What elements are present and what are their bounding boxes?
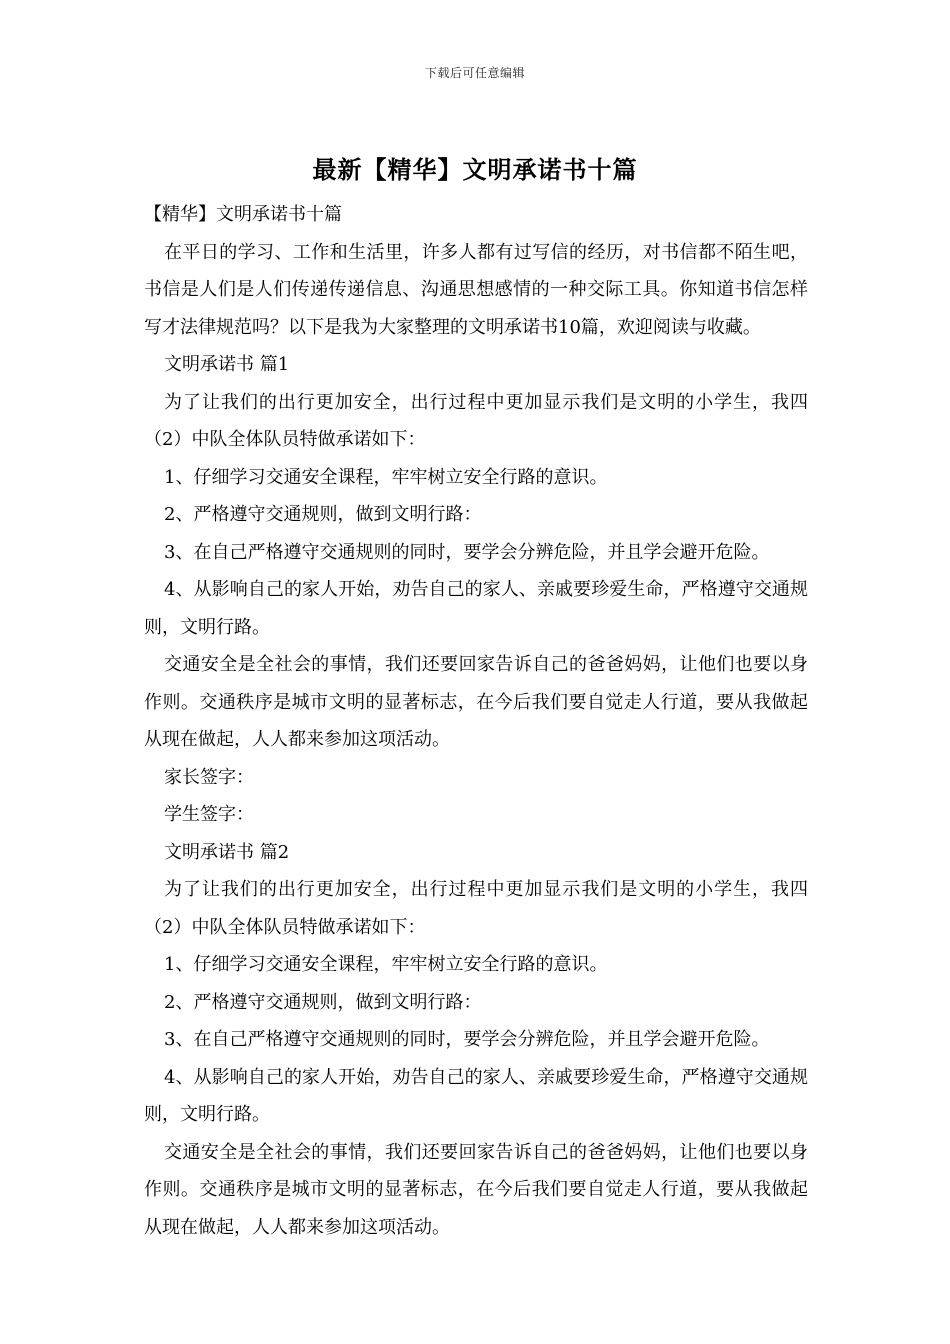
pledge-intro-1: 为了让我们的出行更加安全，出行过程中更加显示我们是文明的小学生，我四（2）中队全体队员特做承诺如下： [144,391,808,450]
pledge-item-2-4: 4、从影响自己的家人开始，劝告自己的家人、亲戚要珍爱生命，严格遵守交通规则，文明行路。 [144,1066,808,1125]
pledge-item-2-2: 2、严格遵守交通规则，做到文明行路： [164,991,482,1013]
pledge-item-1-1: 1、仔细学习交通安全课程，牢牢树立安全行路的意识。 [164,466,608,488]
pledge-item-1-3: 3、在自己严格遵守交通规则的同时，要学会分辨危险，并且学会避开危险。 [164,541,770,563]
pledge-item-2-3: 3、在自己严格遵守交通规则的同时，要学会分辨危险，并且学会避开危险。 [164,1029,770,1050]
pledge-item-1-2: 2、严格遵守交通规则，做到文明行路： [164,504,482,525]
section-heading-2: 文明承诺书 篇2 [164,841,290,863]
student-signature-label: 学生签字： [164,804,254,825]
pledge-item-2-1: 1、仔细学习交通安全课程，牢牢树立安全行路的意识。 [164,954,608,975]
pledge-intro-2: 为了让我们的出行更加安全，出行过程中更加显示我们是文明的小学生，我四（2）中队全体队员特做承诺如下： [144,879,808,938]
document-title: 最新【精华】文明承诺书十篇 [312,155,638,184]
section-heading-1: 文明承诺书 篇1 [164,354,290,375]
pledge-closing-1: 交通安全是全社会的事情，我们还要回家告诉自己的爸爸妈妈，让他们也要以身作则。交通秩序是城市文明的显著标志，在今后我们要自觉走人行道，要从我做起从现在做起，人人都来参加这项活动。 [144,654,808,750]
document-body [144,196,808,1246]
header-note: 下载后可任意编辑 [424,66,525,80]
intro-paragraph: 在平日的学习、工作和生活里，许多人都有过写信的经历，对书信都不陌生吧，书信是人们是人们传递传递信息、沟通思想感情的一种交际工具。你知道书信怎样写才法律规范吗？以下是我为大家整理的文明承诺书10篇，欢迎阅读与收藏。 [144,241,808,338]
parent-signature-label: 家长签字： [164,766,254,788]
subtitle-paragraph: 【精华】文明承诺书十篇 [144,204,342,225]
pledge-closing-2: 交通安全是全社会的事情，我们还要回家告诉自己的爸爸妈妈，让他们也要以身作则。交通秩序是城市文明的显著标志，在今后我们要自觉走人行道，要从我做起从现在做起，人人都来参加这项活动。 [144,1141,808,1238]
pledge-item-1-4: 4、从影响自己的家人开始，劝告自己的家人、亲戚要珍爱生命，严格遵守交通规则，文明行路。 [144,579,808,638]
